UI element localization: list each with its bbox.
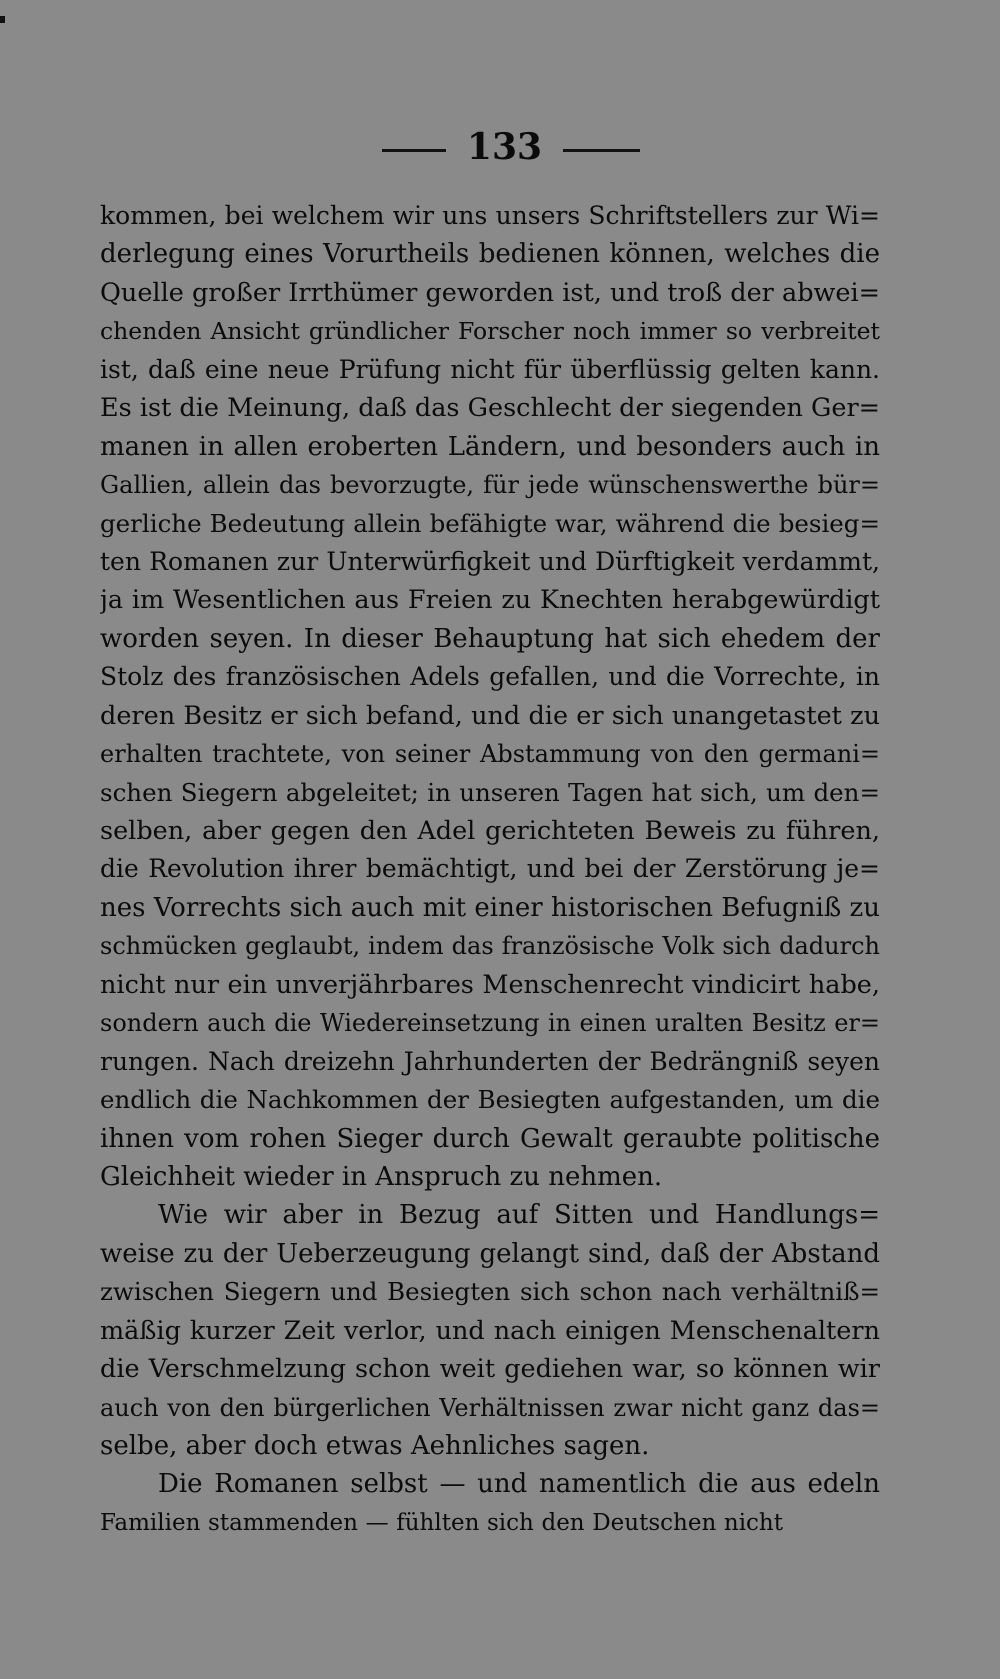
text-line: gerliche Bedeutung allein befähigte war, während die besieg= — [100, 508, 880, 538]
text-line: nes Vorrechts sich auch mit einer historischen Befugniß zu — [100, 892, 880, 923]
text-line: zwischen Siegern und Besiegten sich schon nach verhältniß= — [100, 1277, 880, 1307]
text-line: selben, aber gegen den Adel gerichteten Beweis zu führen, — [100, 816, 880, 846]
text-line: ja im Wesentlichen aus Freien zu Knechten herabgewürdigt — [100, 585, 880, 616]
text-line: Es ist die Meinung, daß das Geschlecht der siegenden Ger= — [100, 393, 880, 424]
header-rule-left — [382, 149, 446, 152]
text-line: endlich die Nachkommen der Besiegten aufgestanden, um die — [100, 1085, 880, 1115]
text-line: schmücken geglaubt, indem das französische Volk sich dadurch — [100, 932, 880, 961]
text-line: weise zu der Ueberzeugung gelangt sind, daß der Abstand — [100, 1238, 880, 1269]
text-line: auch von den bürgerlichen Verhältnissen zwar nicht ganz das= — [100, 1393, 880, 1422]
text-line: erhalten trachtete, von seiner Abstammung von den germani= — [100, 740, 880, 769]
page-body-text — [100, 197, 880, 1542]
text-line: Familien stammenden — fühlten sich den Deutschen nicht — [100, 1509, 783, 1536]
text-line: ihnen vom rohen Sieger durch Gewalt geraubte politische — [100, 1123, 880, 1154]
text-line: die Revolution ihrer bemächtigt, und bei der Zerstörung je= — [100, 854, 880, 884]
text-line: Quelle großer Irrthümer geworden ist, und troß der abwei= — [100, 277, 880, 308]
text-line: schen Siegern abgeleitet; in unseren Tagen hat sich, um den= — [100, 777, 880, 807]
text-line: Die Romanen selbst — und namentlich die aus edeln — [158, 1469, 880, 1500]
text-line: deren Besitz er sich befand, und die er sich unangetastet zu — [100, 700, 880, 731]
page-number: 133 — [466, 126, 543, 168]
text-line: nicht nur ein unverjährbares Menschenrecht vindicirt habe, — [100, 969, 880, 1000]
text-line: Stolz des französischen Adels gefallen, und die Vorrechte, in — [100, 662, 880, 692]
text-line: Gallien, allein das bevorzugte, für jede wünschenswerthe bür= — [100, 471, 880, 500]
text-line: die Verschmelzung schon weit gediehen war, so können wir — [100, 1354, 880, 1385]
text-line: kommen, bei welchem wir uns unsers Schriftstellers zur Wi= — [100, 201, 880, 230]
text-line: worden seyen. In dieser Behauptung hat sich ehedem der — [100, 623, 880, 654]
scan-mark — [0, 16, 5, 23]
text-line: manen in allen eroberten Ländern, und besonders auch in — [100, 431, 880, 462]
text-line: selbe, aber doch etwas Aehnliches sagen. — [100, 1431, 650, 1461]
text-line: ten Romanen zur Unterwürfigkeit und Dürftigkeit verdammt, — [100, 546, 880, 576]
text-line: Wie wir aber in Bezug auf Sitten und Handlungs= — [158, 1200, 880, 1231]
text-line: sondern auch die Wiedereinsetzung in einen uralten Besitz er= — [100, 1009, 880, 1038]
text-line: derlegung eines Vorurtheils bedienen können, welches die — [100, 239, 880, 270]
header-rule-right — [563, 149, 640, 152]
text-line: mäßig kurzer Zeit verlor, und nach einigen Menschenaltern — [100, 1315, 880, 1346]
page-header — [0, 118, 1000, 178]
text-line: chenden Ansicht gründlicher Forscher noch immer so verbreitet — [100, 317, 880, 346]
text-line: ist, daß eine neue Prüfung nicht für überflüssig gelten kann. — [100, 354, 880, 384]
text-line: rungen. Nach dreizehn Jahrhunderten der Bedrängniß seyen — [100, 1046, 880, 1076]
text-line: Gleichheit wieder in Anspruch zu nehmen. — [100, 1161, 663, 1192]
